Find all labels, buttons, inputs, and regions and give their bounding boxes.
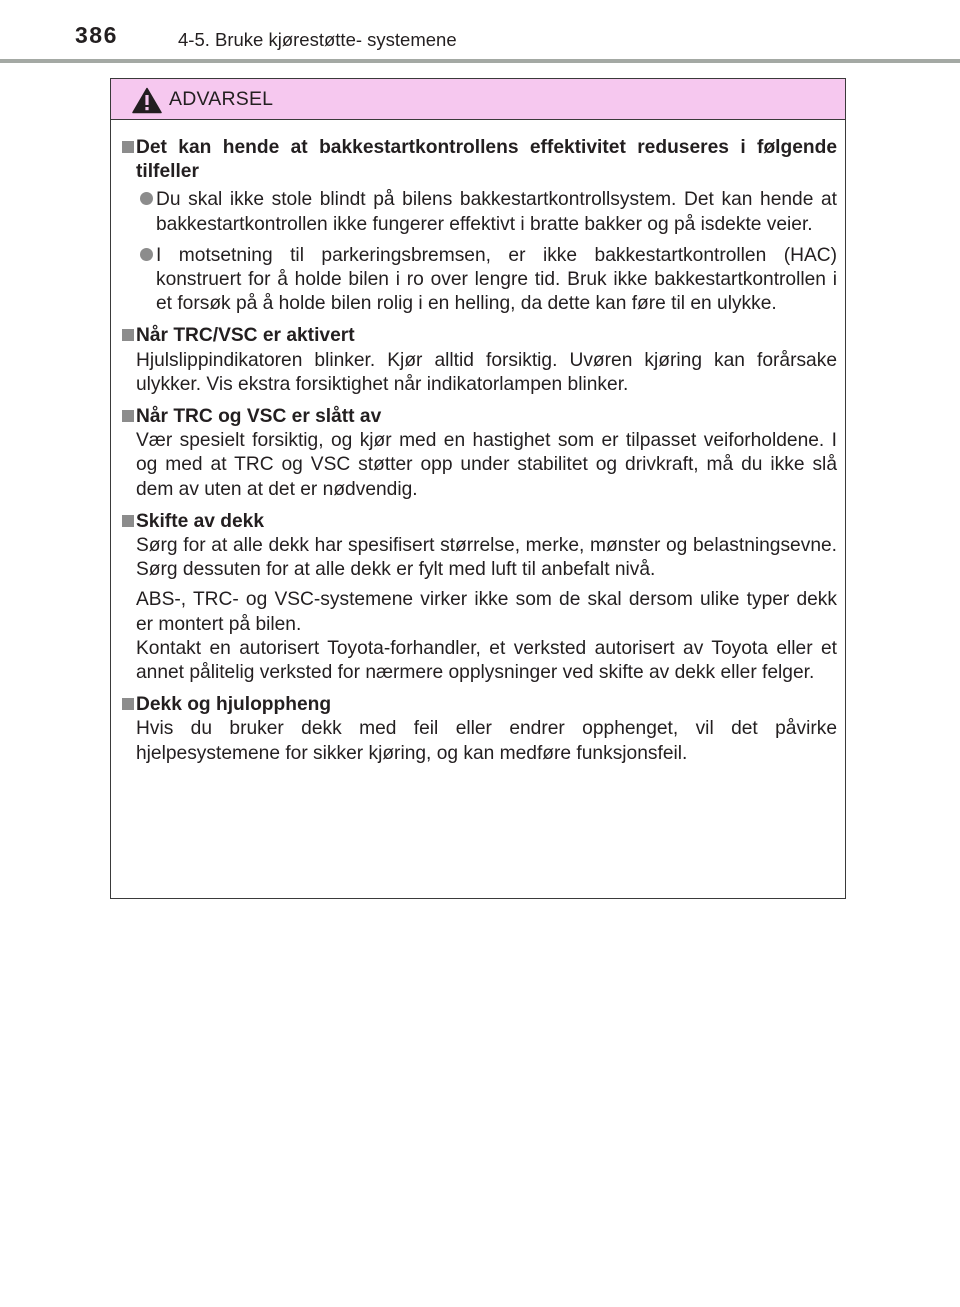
item-text: ABS-, TRC- og VSC-systemene virker ikke som de skal dersom ulike typer dekk er montert på bilen.	[136, 589, 837, 635]
square-bullet-icon	[122, 698, 134, 710]
item-title: Det kan hende at bakkestartkontrollens effektivitet reduseres i følgende tilfeller	[136, 137, 837, 183]
section-title: 4-5. Bruke kjørestøtte- systemene	[178, 29, 457, 50]
warning-box	[110, 78, 846, 899]
item-title: Skifte av dekk	[136, 510, 264, 532]
header-rule	[0, 59, 960, 63]
square-bullet-icon	[122, 410, 134, 422]
page-number: 386	[75, 22, 118, 48]
item-text: Hvis du bruker dekk med feil eller endrer opphenget, vil det påvirke hjelpesystemene for sikker kjøring, og kan medføre funksjonsfeil.	[136, 718, 837, 764]
item-text: Hjulslippindikatoren blinker. Kjør alltid forsiktig. Uvøren kjøring kan forårsake ulykker. Vis ekstra forsiktighet når indikatorlampen blinker.	[136, 349, 837, 395]
warning-item-trc-vsc-active	[119, 324, 837, 397]
item-title: Når TRC/VSC er aktivert	[136, 325, 355, 347]
warning-triangle-icon	[132, 87, 162, 114]
item-text: Vær spesielt forsiktig, og kjør med en hastighet som er tilpasset veiforholdene. I og med at TRC og VSC støtter opp under stabilitet og drivkraft, må du ikke slå dem av uten at det er nødvendig.	[136, 430, 837, 500]
warning-item-tires-suspension	[119, 693, 837, 766]
sub-item-text: I motsetning til parkeringsbremsen, er ikke bakkestartkontrollen (HAC) konstruert for å holde bilen i ro over lengre tid. Bruk ikke bakkestartkontrollen i et forsøk på å holde bilen rolig i en helling, da dette kan føre til en ulykke.	[156, 244, 837, 315]
square-bullet-icon	[122, 329, 134, 341]
page-header	[0, 0, 960, 64]
round-bullet-icon	[140, 192, 153, 205]
warning-label: ADVARSEL	[169, 88, 274, 110]
round-bullet-icon	[140, 248, 153, 261]
warning-header	[111, 79, 845, 120]
warning-item-trc-vsc-off	[119, 405, 837, 502]
item-text: Kontakt en autorisert Toyota-forhandler, et verksted autorisert av Toyota eller et annet pålitelig verksted for nærmere opplysninger ved skifte av dekk eller felger.	[136, 637, 837, 684]
warning-item-hac-effectiveness	[119, 136, 837, 316]
sub-item	[119, 244, 837, 317]
item-title: Dekk og hjuloppheng	[136, 694, 332, 716]
warning-item-tire-change	[119, 510, 837, 685]
square-bullet-icon	[122, 515, 134, 527]
item-text: Sørg for at alle dekk har spesifisert størrelse, merke, mønster og belastningsevne. Sørg dessuten for at alle dekk er fylt med luft til anbefalt nivå.	[136, 535, 837, 581]
square-bullet-icon	[122, 141, 134, 153]
item-title: Når TRC og VSC er slått av	[136, 406, 382, 428]
sub-item-text: Du skal ikke stole blindt på bilens bakkestartkontrollsystem. Det kan hende at bakkestartkontrollen ikke fungerer effektivt i bratte bakker og på isdekte veier.	[156, 189, 837, 235]
sub-item	[119, 188, 837, 236]
warning-body	[111, 120, 845, 766]
